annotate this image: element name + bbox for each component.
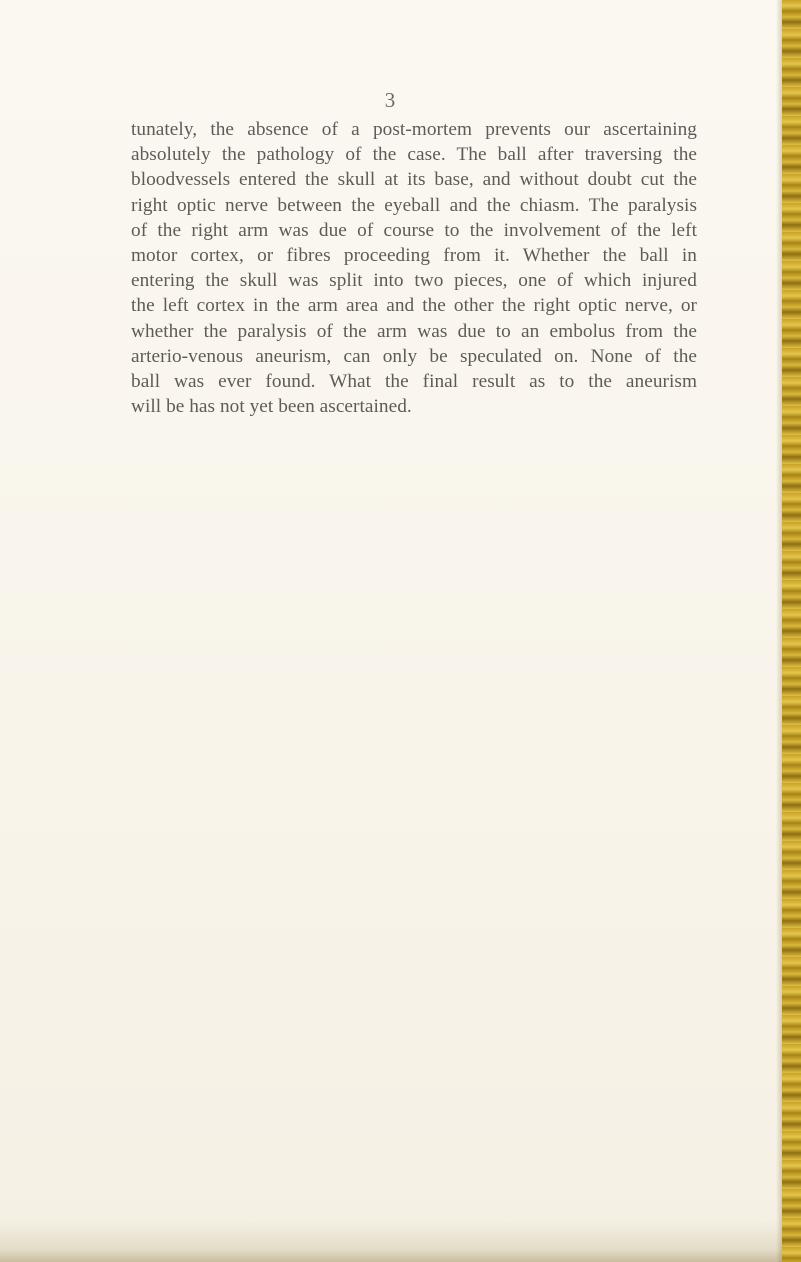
page-bottom-curl: [0, 1220, 782, 1262]
text-line: the left cortex in the arm area and the other the right optic nerve, or: [131, 295, 697, 317]
text-line: motor cortex, or fibres proceeding from it. Whether the ball in: [131, 245, 697, 267]
text-line: absolutely the pathology of the case. The ball after traversing the: [131, 144, 697, 166]
text-line: arterio-venous aneurism, can only be speculated on. None of the: [131, 345, 697, 367]
body-paragraph: [131, 117, 697, 419]
text-line: ball was ever found. What the final result as to the aneurism: [131, 371, 697, 393]
text-line: will be has not yet been ascertained.: [131, 396, 412, 418]
text-line: tunately, the absence of a post-mortem prevents our ascertaining: [131, 119, 697, 140]
text-line: of the right arm was due of course to the involvement of the left: [131, 219, 697, 241]
text-line: bloodvessels entered the skull at its base, and without doubt cut the: [131, 169, 697, 191]
book-spine-edge: [782, 0, 801, 1262]
text-line: right optic nerve between the eyeball and the chiasm. The paralysis: [131, 194, 697, 216]
text-line: entering the skull was split into two pieces, one of which injured: [131, 270, 697, 292]
page-number: 3: [384, 88, 396, 112]
text-line: whether the paralysis of the arm was due to an embolus from the: [131, 320, 697, 342]
